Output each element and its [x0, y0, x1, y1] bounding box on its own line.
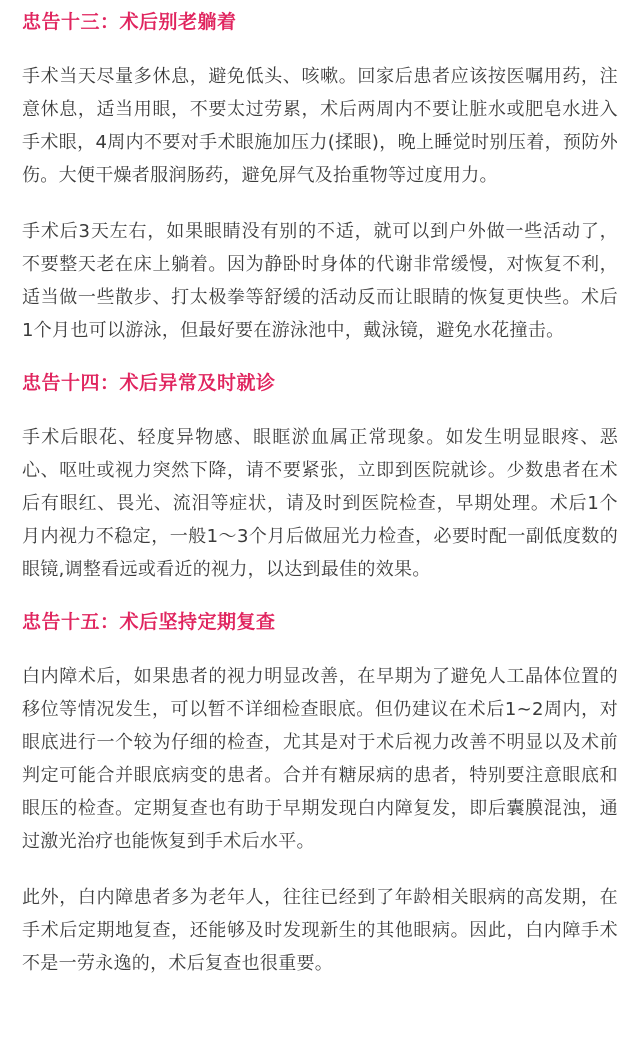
paragraph-15-2: 此外，白内障患者多为老年人，往往已经到了年龄相关眼病的高发期，在手术后定期地复查，还能够及时发现新生的其他眼病。因此，白内障手术不是一劳永逸的，术后复查也很重要。: [22, 887, 618, 974]
paragraph-14-1: 手术后眼花、轻度异物感、眼眶淤血属正常现象。如发生明显眼疼、恶心、呕吐或视力突然下降，请不要紧张，立即到医院就诊。少数患者在术后有眼红、畏光、流泪等症状，请及时到医院检查，早期处理。术后1个月内视力不稳定，一般1～3个月后做屈光力检查，必要时配一副低度数的眼镜,调整看远或看近的视力，以达到最佳的效果。: [22, 427, 618, 580]
section-heading-13: 忠告十三：术后别老躺着: [22, 11, 237, 33]
paragraph-13-1: 手术当天尽量多休息，避免低头、咳嗽。回家后患者应该按医嘱用药，注意休息，适当用眼，不要太过劳累，术后两周内不要让脏水或肥皂水进入手术眼，4周内不要对手术眼施加压力(揉眼)，晚上睡觉时别压着，预防外伤。大便干燥者服润肠药，避免屏气及抬重物等过度用力。: [22, 66, 618, 186]
paragraph-13-2: 手术后3天左右，如果眼睛没有别的不适，就可以到户外做一些活动了，不要整天老在床上躺着。因为静卧时身体的代谢非常缓慢，对恢复不利，适当做一些散步、打太极拳等舒缓的活动反而让眼睛的恢复更快些。术后1个月也可以游泳，但最好要在游泳池中，戴泳镜，避免水花撞击。: [22, 221, 618, 341]
section-heading-14: 忠告十四：术后异常及时就诊: [22, 372, 276, 394]
section-heading-15: 忠告十五：术后坚持定期复查: [22, 611, 276, 633]
paragraph-15-1: 白内障术后，如果患者的视力明显改善，在早期为了避免人工晶体位置的移位等情况发生，可以暂不详细检查眼底。但仍建议在术后1~2周内，对眼底进行一个较为仔细的检查，尤其是对于术后视力改善不明显以及术前判定可能合并眼底病变的患者。合并有糖尿病的患者，特别要注意眼底和眼压的检查。定期复查也有助于早期发现白内障复发，即后囊膜混浊，通过激光治疗也能恢复到手术后水平。: [22, 666, 618, 852]
